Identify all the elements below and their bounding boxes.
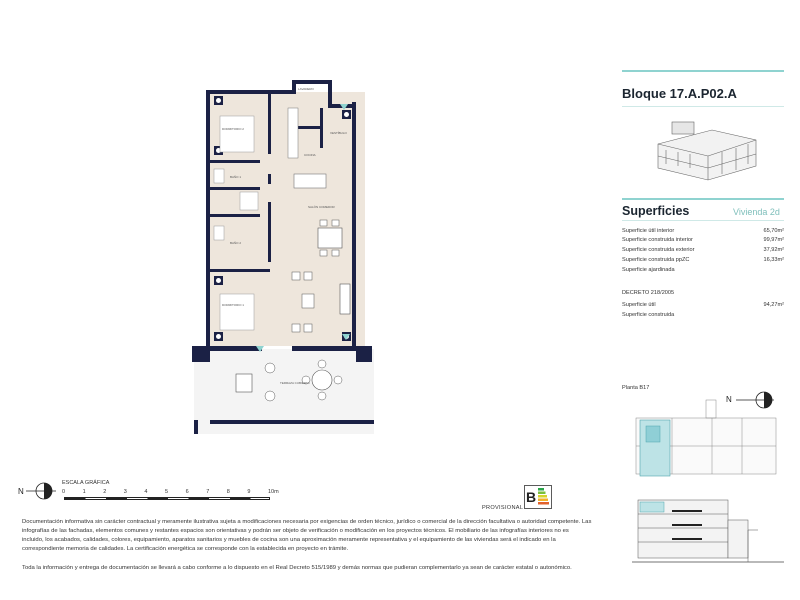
compass-left-icon [18, 480, 58, 502]
sup-row [622, 247, 784, 253]
scale-tick-label: 3 [123, 489, 127, 495]
room-bano1: BAÑO 1 [230, 175, 242, 179]
header-rule-bottom [622, 106, 784, 107]
svg-text:N: N [18, 487, 24, 496]
room-dormitorio1: DORMITORIO 1 [222, 303, 244, 307]
disclaimer-paragraph-2: Toda la información y entrega de documentación se llevará a cabo conforme a lo dispuesto en el Real Decreto 515/1989 y demás normas que pudieran complementarlo ya sean de carácter estatal o autonómico. [22, 565, 572, 571]
energy-rating-badge [524, 485, 552, 509]
room-dormitorio2: DORMITORIO 2 [222, 127, 244, 131]
scale-tick-label: 1 [82, 489, 86, 495]
sup-value: 37,92m² [763, 247, 784, 253]
sup-label: Superficie ajardinada [622, 267, 675, 273]
room-terraza: TERRAZA CUBIERTA [280, 381, 310, 385]
elevation-section [632, 490, 784, 572]
sup-label: Superficie útil interior [622, 228, 675, 234]
sup-row [622, 257, 784, 263]
scale-tick-label: 7 [206, 489, 210, 495]
room-vestibulo: VESTÍBULO [330, 131, 347, 135]
sup-label: Superficie construida ppZC [622, 257, 690, 263]
sup-row [622, 228, 784, 234]
superficies-rule [622, 198, 784, 200]
scale-title: ESCALA GRÁFICA [62, 480, 110, 486]
disclaimer-paragraph-1: Documentación informativa sin carácter contractual y meramente ilustrativa sujeta a modificaciones necesaria por exigencias de orden técnico, jurídico o comercial de la dirección facultativa o autoridad competente. Las infografías de las fachadas, elementos comunes y restantes espacios son orientativas y podrán ser objeto de verificación o modificación en los proyectos técnicos. El mobiliario de las infografías interiores no es incluido, los acabados, calidades, colores, equipamiento, aparatos sanitarios y muebles de cocina son una aproximación meramente representativa y el equipamiento de las viviendas será el indicado en la correspondiente memoria de calidades. La certificación energética se corresponde con la establecida en proyecto en trámite. [22, 519, 592, 552]
scale-tick-label: 8 [226, 489, 230, 495]
room-cocina: COCINA [304, 153, 316, 157]
sup-value: 65,70m² [763, 228, 784, 234]
scale-tick-label: 2 [103, 489, 107, 495]
decreto-row [622, 312, 784, 318]
decreto-label: Superficie útil [622, 302, 656, 308]
sup-value: 16,33m² [763, 257, 784, 263]
svg-text:N: N [726, 395, 732, 404]
scale-tick-label: 10m [268, 489, 279, 495]
floor-plan [180, 74, 380, 436]
sup-row [622, 267, 784, 273]
room-bano2: BAÑO 2 [230, 241, 242, 245]
scale-tick-label: 0 [62, 489, 66, 495]
scale-tick-label: 5 [165, 489, 169, 495]
sup-row [622, 237, 784, 243]
unit-title: Bloque 17.A.P02.A [622, 86, 737, 101]
superficies-title: Superficies [622, 204, 690, 218]
decreto-row [622, 302, 784, 308]
planta-label: Planta B17 [622, 385, 650, 391]
header-rule-top [622, 70, 784, 72]
sup-value: 99,97m² [763, 237, 784, 243]
scale-tick-label: 4 [144, 489, 148, 495]
energy-grade: B [526, 489, 537, 505]
superficies-divider [622, 220, 784, 221]
sup-label: Superficie construida exterior [622, 247, 695, 253]
room-lavadero: LAVADERO [298, 87, 314, 91]
room-salon: SALÓN COMEDOR [308, 205, 335, 209]
decreto-label: Superficie construida [622, 312, 675, 318]
scale-bar-line [64, 497, 270, 500]
energy-provisional-label: PROVISIONAL [482, 505, 524, 511]
decreto-title: DECRETO 218/2005 [622, 290, 675, 296]
superficies-subtitle: Vivienda 2d [733, 207, 780, 217]
sup-label: Superficie construida interior [622, 237, 693, 243]
decreto-value: 94,27m² [763, 302, 784, 308]
building-thumbnail [652, 114, 762, 186]
scale-tick-label: 6 [185, 489, 189, 495]
scale-tick-label: 9 [247, 489, 251, 495]
site-plan [632, 398, 784, 480]
